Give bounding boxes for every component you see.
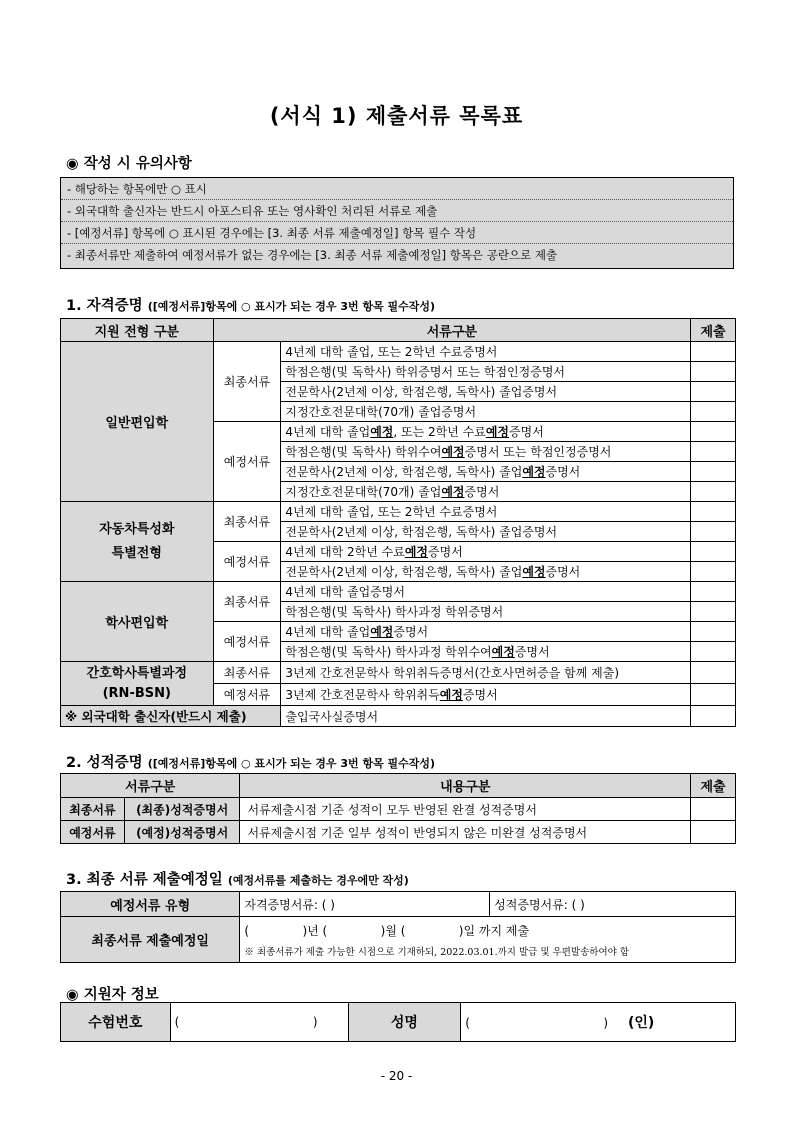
doc-item: 전문학사(2년제 이상, 학점은행, 독학사) 졸업증명서 — [281, 382, 691, 402]
planned-docs-label: 예정서류 — [213, 684, 281, 706]
note-item: - 외국대학 출신자는 반드시 아포스티유 또는 영사확인 처리된 서류로 제출 — [61, 200, 733, 222]
submit-checkbox[interactable] — [691, 462, 736, 482]
doc-item: 학점은행(및 독학사) 학사과정 학위증명서 — [281, 602, 691, 622]
page-title: (서식 1) 제출서류 목록표 — [269, 104, 524, 128]
section-1-note: ([예정서류]항목에 ○ 표시가 되는 경우 3번 항목 필수작성) — [147, 300, 436, 313]
exam-number-label: 수험번호 — [61, 1003, 171, 1042]
submit-checkbox[interactable] — [691, 684, 736, 706]
submit-checkbox[interactable] — [691, 502, 736, 522]
col-header-type: 지원 전형 구분 — [61, 319, 214, 342]
submit-checkbox[interactable] — [691, 482, 736, 502]
section-3-note: (예정서류를 제출하는 경우에만 작성) — [227, 874, 409, 887]
doc-type: 예정서류 — [61, 821, 125, 844]
final-date-field[interactable]: ( )년 ( )월 ( )일 까지 제출 — [244, 923, 530, 938]
submit-checkbox[interactable] — [691, 522, 736, 542]
group-foreign-graduate: ※ 외국대학 출신자(반드시 제출) — [61, 706, 281, 727]
group-automotive-special: 자동차특성화 특별전형 — [61, 502, 214, 582]
col-header-docs: 서류구분 — [61, 774, 240, 798]
doc-item: 전문학사(2년제 이상, 학점은행, 독학사) 졸업증명서 — [281, 522, 691, 542]
transcript-docs-field[interactable]: 성적증명서류: ( ) — [490, 892, 736, 917]
final-date-table — [60, 891, 736, 963]
notes-heading: ◉ 작성 시 유의사항 — [66, 156, 192, 172]
transcript-table — [60, 773, 736, 844]
group-bachelor-transfer: 학사편입학 — [61, 582, 214, 662]
col-header-submit: 제출 — [691, 774, 736, 798]
doc-name: (최종)성적증명서 — [124, 798, 240, 821]
submit-checkbox[interactable] — [691, 342, 736, 362]
name-field[interactable]: ( ) — [465, 1016, 609, 1030]
exam-number-field[interactable]: ( ) — [170, 1003, 348, 1042]
section-2-note: ([예정서류]항목에 ○ 표시가 되는 경우 3번 항목 필수작성) — [147, 757, 436, 770]
submit-checkbox[interactable] — [691, 442, 736, 462]
applicant-table — [60, 1002, 736, 1042]
qualification-docs-field[interactable]: 자격증명서류: ( ) — [240, 892, 490, 917]
doc-item: 학점은행(및 독학사) 학위수여예정증명서 또는 학점인정증명서 — [281, 442, 691, 462]
doc-item: 4년제 대학 졸업, 또는 2학년 수료증명서 — [281, 342, 691, 362]
submit-checkbox[interactable] — [691, 542, 736, 562]
doc-item: 학점은행(및 독학사) 학사과정 학위수여예정증명서 — [281, 642, 691, 662]
doc-item: 학점은행(및 독학사) 학위증명서 또는 학점인정증명서 — [281, 362, 691, 382]
final-docs-label: 최종서류 — [213, 342, 281, 422]
submit-checkbox[interactable] — [691, 582, 736, 602]
doc-type: 최종서류 — [61, 798, 125, 821]
submit-checkbox[interactable] — [691, 798, 736, 821]
section-3-heading — [66, 868, 409, 889]
submit-checkbox[interactable] — [691, 622, 736, 642]
col-header-submit: 제출 — [691, 319, 736, 342]
doc-item: 전문학사(2년제 이상, 학점은행, 독학사) 졸업예정증명서 — [281, 562, 691, 582]
col-header-content: 내용구분 — [240, 774, 691, 798]
planned-docs-label: 예정서류 — [213, 622, 281, 662]
final-docs-label: 최종서류 — [213, 582, 281, 622]
doc-item: 4년제 대학 졸업증명서 — [281, 582, 691, 602]
doc-content: 서류제출시점 기준 일부 성적이 반영되지 않은 미완결 성적증명서 — [240, 821, 691, 844]
col-header-docs: 서류구분 — [213, 319, 691, 342]
group-rn-bsn: 간호학사특별과정 (RN-BSN) — [61, 662, 214, 706]
section-1-title: 1. 자격증명 — [66, 298, 143, 314]
qualification-table — [60, 318, 736, 727]
doc-item: 지정간호전문대학(70개) 졸업증명서 — [281, 402, 691, 422]
note-item: - 해당하는 항목에만 ○ 표시 — [61, 178, 733, 200]
doc-item: 4년제 대학 졸업예정증명서 — [281, 622, 691, 642]
section-1-heading — [66, 294, 435, 315]
final-date-note: ※ 최종서류가 제출 가능한 시점으로 기재하되, 2022.03.01.까지 발급 및 우편발송하여야 함 — [244, 946, 629, 958]
name-label: 성명 — [348, 1003, 461, 1042]
doc-item: 전문학사(2년제 이상, 학점은행, 독학사) 졸업예정증명서 — [281, 462, 691, 482]
submit-checkbox[interactable] — [691, 821, 736, 844]
section-3-title: 3. 최종 서류 제출예정일 — [66, 872, 223, 888]
name-cell — [461, 1003, 736, 1042]
doc-item: 4년제 대학 졸업, 또는 2학년 수료증명서 — [281, 502, 691, 522]
final-date-cell — [240, 917, 736, 963]
section-2-title: 2. 성적증명 — [66, 755, 143, 771]
doc-item: 4년제 대학 2학년 수료예정증명서 — [281, 542, 691, 562]
submit-checkbox[interactable] — [691, 402, 736, 422]
doc-name: (예정)성적증명서 — [124, 821, 240, 844]
notes-box — [60, 177, 734, 269]
submit-checkbox[interactable] — [691, 562, 736, 582]
doc-item: 3년제 간호전문학사 학위취득예정증명서 — [281, 684, 691, 706]
planned-docs-label: 예정서류 — [213, 542, 281, 582]
section-2-heading — [66, 751, 435, 772]
submit-checkbox[interactable] — [691, 362, 736, 382]
group-general-transfer: 일반편입학 — [61, 342, 214, 502]
final-docs-label: 최종서류 — [213, 502, 281, 542]
submit-checkbox[interactable] — [691, 706, 736, 727]
submit-checkbox[interactable] — [691, 662, 736, 684]
doc-item: 출입국사실증명서 — [281, 706, 691, 727]
final-date-label: 최종서류 제출예정일 — [61, 917, 240, 963]
planned-type-label: 예정서류 유형 — [61, 892, 240, 917]
planned-docs-label: 예정서류 — [213, 422, 281, 502]
note-item: - 최종서류만 제출하여 예정서류가 없는 경우에는 [3. 최종 서류 제출예정일] 항목은 공란으로 제출 — [67, 248, 558, 262]
submit-checkbox[interactable] — [691, 602, 736, 622]
applicant-heading: ◉ 지원자 정보 — [66, 987, 159, 1003]
submit-checkbox[interactable] — [691, 422, 736, 442]
seal-mark: (인) — [627, 1015, 655, 1031]
doc-item: 4년제 대학 졸업예정, 또는 2학년 수료예정증명서 — [281, 422, 691, 442]
page-number: - 20 - — [380, 1069, 413, 1083]
submit-checkbox[interactable] — [691, 642, 736, 662]
doc-content: 서류제출시점 기준 성적이 모두 반영된 완결 성적증명서 — [240, 798, 691, 821]
doc-item: 지정간호전문대학(70개) 졸업예정증명서 — [281, 482, 691, 502]
note-item: - [예정서류] 항목에 ○ 표시된 경우에는 [3. 최종 서류 제출예정일] 항목 필수 작성 — [61, 222, 733, 244]
submit-checkbox[interactable] — [691, 382, 736, 402]
doc-item: 3년제 간호전문학사 학위취득증명서(간호사면허증을 함께 제출) — [281, 662, 691, 684]
final-docs-label: 최종서류 — [213, 662, 281, 684]
